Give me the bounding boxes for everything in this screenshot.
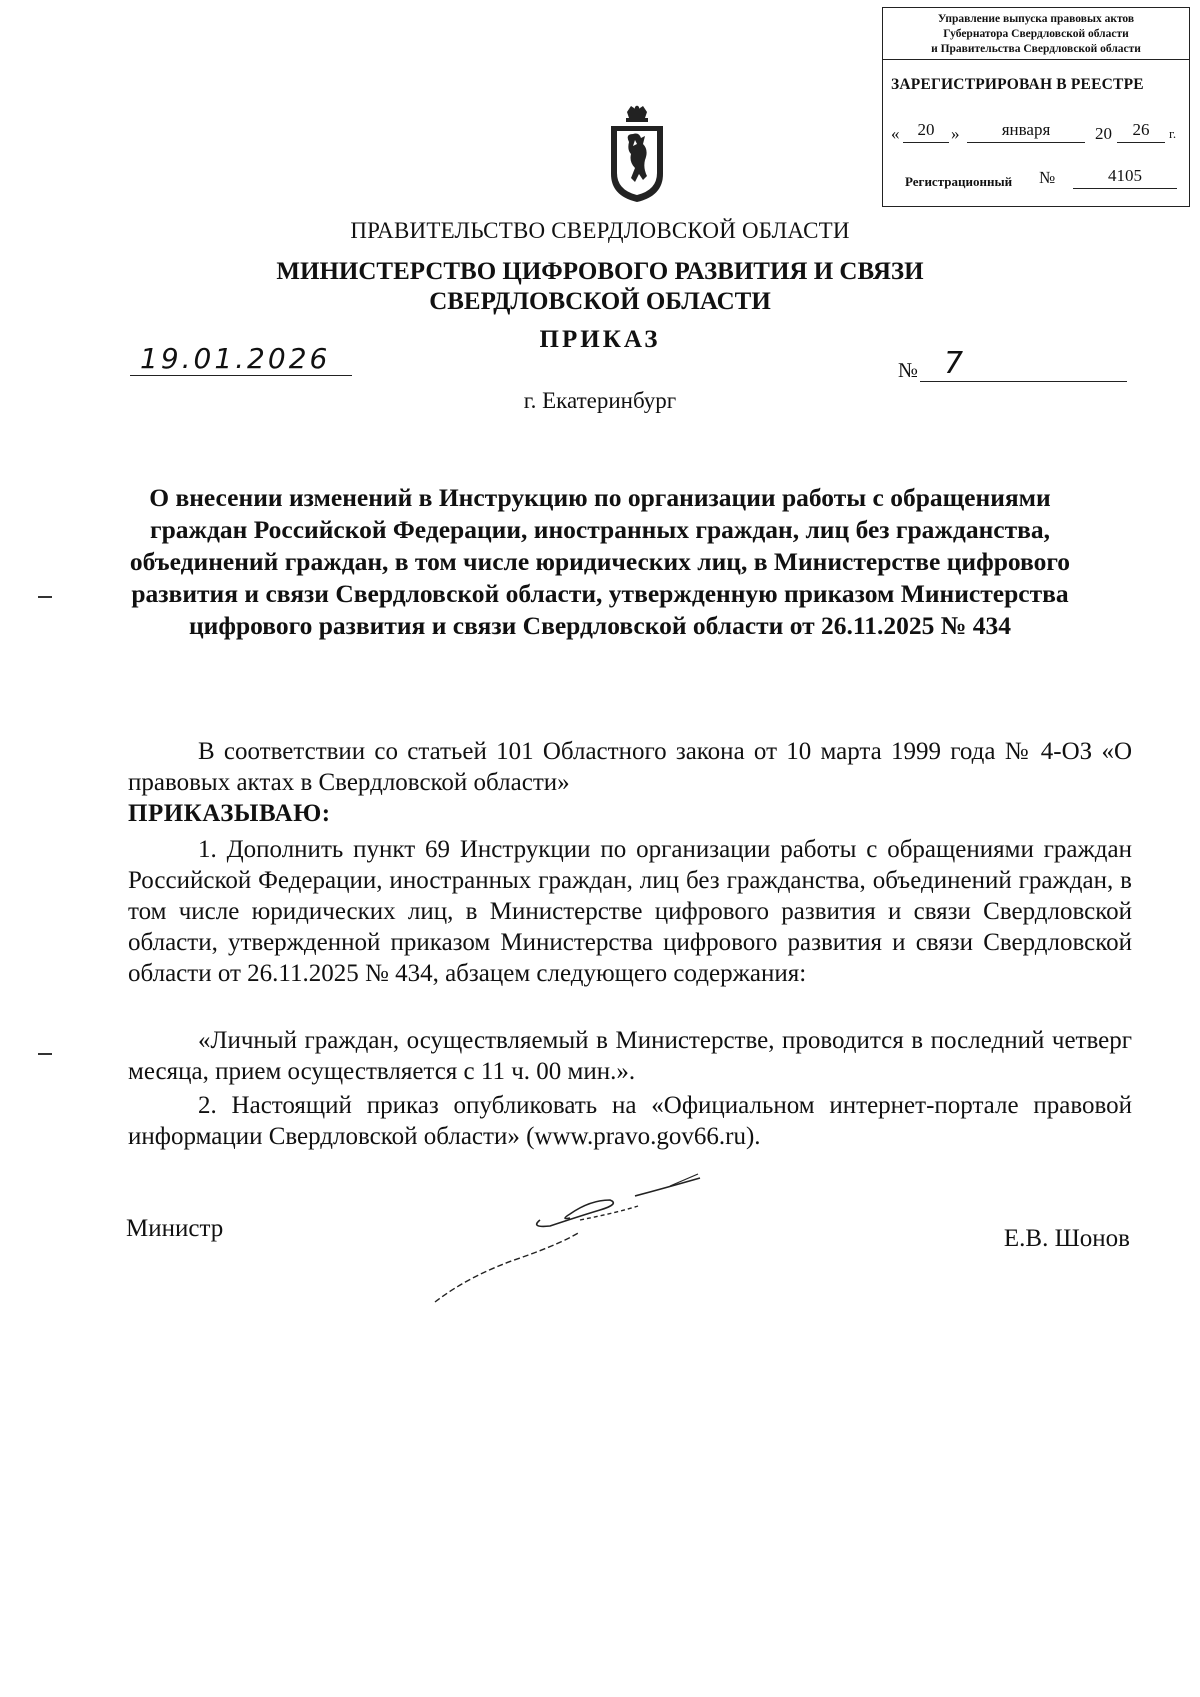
handwritten-signature xyxy=(430,1170,730,1310)
scan-margin-mark xyxy=(38,596,52,598)
stamp-reg-label: Регистрационный xyxy=(905,174,1013,189)
stamp-header-line: Управление выпуска правовых актов xyxy=(937,13,1135,25)
ministry-name-line1: МИНИСТЕРСТВО ЦИФРОВОГО РАЗВИТИЯ И СВЯЗИ xyxy=(276,258,924,285)
stamp-registered-text: ЗАРЕГИСТРИРОВАН В РЕЕСТРЕ xyxy=(891,76,1144,93)
city: г. Екатеринбург xyxy=(523,388,677,413)
order-word: ПРИКАЗЫВАЮ: xyxy=(128,800,331,827)
registry-stamp xyxy=(882,7,1190,207)
stamp-reg-number: 4105 xyxy=(1073,166,1177,189)
stamp-date-line xyxy=(891,120,1186,144)
document-type: ПРИКАЗ xyxy=(539,326,661,353)
stamp-year-suffix: 26 xyxy=(1117,120,1165,143)
stamp-quote-close: » xyxy=(951,124,960,143)
scan-margin-mark xyxy=(38,1053,52,1055)
order-number: 7 xyxy=(920,346,1127,382)
stamp-number-sign: № xyxy=(1039,168,1056,187)
quote-paragraph: «Личный граждан, осуществляемый в Министерстве, проводится в последний четверг месяца, прием осуществляется с 11 ч. 00 мин.». xyxy=(128,1027,1132,1085)
stamp-header xyxy=(883,8,1189,60)
signatory-name: Е.В. Шонов xyxy=(1003,1225,1130,1252)
stamp-quote-open: « xyxy=(891,124,900,143)
ministry-name-line2: СВЕРДЛОВСКОЙ ОБЛАСТИ xyxy=(429,288,771,315)
signatory-position: Министр xyxy=(126,1215,224,1242)
order-number-sign: № xyxy=(898,358,919,382)
stamp-header-line: и Правительства Свердловской области xyxy=(931,43,1141,55)
item-2-paragraph: 2. Настоящий приказ опубликовать на «Официальном интернет-портале правовой информации Свердловской области» (www.pravo.gov66.ru). xyxy=(128,1092,1132,1150)
government-name: ПРАВИТЕЛЬСТВО СВЕРДЛОВСКОЙ ОБЛАСТИ xyxy=(350,218,850,243)
coat-of-arms-icon xyxy=(605,104,669,204)
stamp-month: января xyxy=(967,120,1085,143)
stamp-year-prefix: 20 xyxy=(1095,124,1112,143)
stamp-year-unit: г. xyxy=(1169,126,1177,141)
document-title: О внесении изменений в Инструкцию по организации работы с обращениями граждан Российской Федерации, иностранных граждан, лиц без гражданства, объединений граждан, в том числе юридических лиц, в Министерстве цифрового развития и связи Свердловской области, утвержденную приказом Министерства цифрового развития и связи Свердловской области от 26.11.2025 № 434 xyxy=(129,483,1071,640)
stamp-number-line xyxy=(905,166,1185,192)
order-date: 19.01.2026 xyxy=(130,342,352,376)
stamp-day: 20 xyxy=(903,120,949,143)
stamp-header-line: Губернатора Свердловской области xyxy=(943,28,1129,40)
item-1-paragraph: 1. Дополнить пункт 69 Инструкции по организации работы с обращениями граждан Российской Федерации, иностранных граждан, лиц без гражданства, объединений граждан, в том числе юридических лиц, в Министерстве цифрового развития и связи Свердловской области, утвержденной приказом Министерства цифрового развития и связи Свердловской области от 26.11.2025 № 434, абзацем следующего содержания: xyxy=(128,836,1132,987)
preamble-paragraph: В соответствии со статьей 101 Областного закона от 10 марта 1999 года № 4-ОЗ «О правовых актах в Свердловской области» xyxy=(128,738,1132,796)
